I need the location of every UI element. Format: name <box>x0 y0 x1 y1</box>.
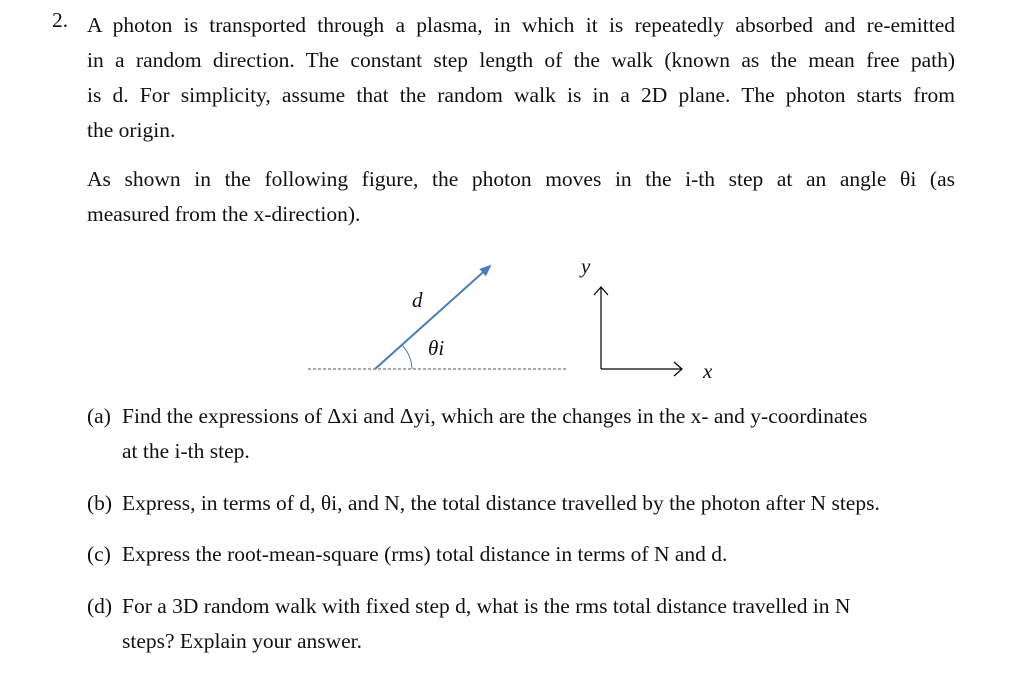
figure-intro <box>87 162 955 232</box>
problem-intro <box>87 8 955 148</box>
question-c-line-1: Express the root-mean-square (rms) total distance in terms of N and d. <box>122 542 728 566</box>
intro-line-3: is d. For simplicity, assume that the random walk is in a 2D plane. The photon starts from <box>87 83 955 107</box>
step-length-label: d <box>412 288 423 312</box>
question-b-label: (b) <box>87 491 113 515</box>
question-b-line-1: Express, in terms of d, θi, and N, the total distance travelled by the photon after N steps. <box>122 491 880 515</box>
question-b <box>87 486 957 521</box>
question-a-line-2: at the i-th step. <box>122 439 250 463</box>
problem-number: 2. <box>52 8 69 32</box>
angle-arc <box>402 345 412 369</box>
intro-line-1: A photon is transported through a plasma, in which it is repeatedly absorbed and re-emitted <box>87 13 955 37</box>
intro-line-2: in a random direction. The constant step length of the walk (known as the mean free path) <box>87 48 955 72</box>
intro-line-4: the origin. <box>87 118 176 142</box>
question-a-line-1: Find the expressions of Δxi and Δyi, which are the changes in the x- and y-coordinates <box>122 404 868 428</box>
question-d-line-2: steps? Explain your answer. <box>122 629 363 653</box>
question-d-label: (d) <box>87 594 113 618</box>
figure-intro-line-1: As shown in the following figure, the photon moves in the i-th step at an angle θi (as <box>87 167 955 191</box>
question-c-label: (c) <box>87 542 111 566</box>
question-c <box>87 537 957 572</box>
question-a <box>87 399 957 469</box>
question-a-label: (a) <box>87 404 111 428</box>
question-d <box>87 589 957 659</box>
question-d-line-1: For a 3D random walk with fixed step d, what is the rms total distance travelled in N <box>122 594 851 618</box>
angle-label: θi <box>428 336 445 360</box>
y-axis-label: y <box>581 254 591 278</box>
figure-intro-line-2: measured from the x-direction). <box>87 202 361 226</box>
x-axis-label: x <box>703 359 713 383</box>
random-walk-figure <box>300 245 740 395</box>
